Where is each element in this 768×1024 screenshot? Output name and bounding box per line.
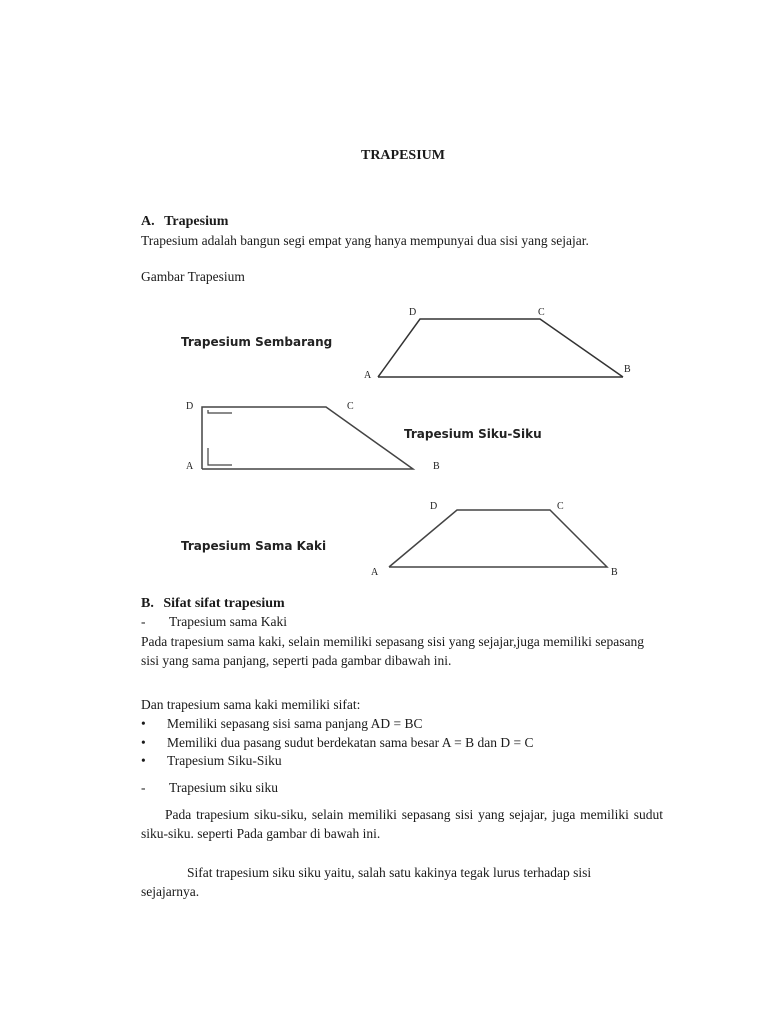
trapesium-siku-diagram: [186, 401, 542, 472]
list-item-text: Trapesium Siku-Siku: [167, 753, 282, 768]
definition-text: Trapesium adalah bangun segi empat yang hanya mempunyai dua sisi yang sejajar.: [141, 233, 589, 248]
sama-kaki-vertex-a: A: [371, 567, 379, 578]
sama-kaki-vertex-d: D: [430, 501, 438, 512]
siku-vertex-a: A: [186, 461, 194, 472]
sembarang-label: Trapesium Sembarang: [181, 335, 333, 349]
dash-marker: -: [141, 780, 146, 795]
section-a-number: A.: [141, 214, 155, 229]
sama-kaki-vertex-b: B: [611, 567, 618, 578]
siku-vertex-b: B: [433, 461, 440, 472]
bullet-marker: •: [141, 753, 146, 768]
sembarang-vertex-a: A: [364, 370, 372, 381]
sifat-siku-paragraph: Sifat trapesium siku siku yaitu, salah satu kakinya tegak lurus terhadap sisi sejajarnya.: [141, 865, 592, 899]
list-item: [141, 716, 422, 732]
sama-kaki-shape: [389, 510, 607, 567]
trapesium-sama-kaki-diagram: [181, 501, 618, 578]
dash-marker: -: [141, 614, 146, 629]
section-a-title: Trapesium: [164, 214, 229, 229]
sama-kaki-paragraph: Pada trapesium sama kaki, selain memiliki sepasang sisi yang sejajar,juga memiliki sepasang sisi yang sama panjang, seperti pada gambar dibawah ini.: [141, 634, 644, 668]
sama-kaki-label: Trapesium Sama Kaki: [181, 539, 327, 553]
section-b-number: B.: [141, 596, 154, 611]
bullet-marker: •: [141, 716, 146, 731]
section-b-title: Sifat sifat trapesium: [163, 596, 285, 611]
sembarang-vertex-d: D: [409, 307, 417, 318]
list-item: [141, 753, 282, 769]
sub-siku-siku-label: Trapesium siku siku: [169, 780, 279, 795]
list-item-text: Memiliki sepasang sisi sama panjang AD = BC: [167, 716, 423, 731]
sembarang-shape: [378, 319, 623, 377]
section-b-heading: [141, 596, 285, 612]
sama-kaki-vertex-c: C: [557, 501, 564, 512]
list-item: [141, 735, 534, 751]
sembarang-vertex-c: C: [538, 307, 545, 318]
sifat-intro: Dan trapesium sama kaki memiliki sifat:: [141, 697, 361, 712]
sub-sama-kaki: [141, 614, 287, 630]
sub-sama-kaki-label: Trapesium sama Kaki: [169, 614, 287, 629]
bullet-marker: •: [141, 735, 146, 750]
page-title: TRAPESIUM: [360, 148, 445, 163]
siku-vertex-c: C: [347, 401, 354, 412]
siku-label: Trapesium Siku-Siku: [404, 427, 542, 441]
trapesium-sembarang-diagram: [181, 307, 631, 381]
gambar-label: Gambar Trapesium: [141, 269, 245, 284]
siku-vertex-d: D: [186, 401, 194, 412]
siku-shape: [202, 407, 413, 469]
sub-siku-siku: [141, 780, 278, 796]
list-item-text: Memiliki dua pasang sudut berdekatan sama besar A = B dan D = C: [167, 735, 534, 750]
sembarang-vertex-b: B: [624, 364, 631, 375]
siku-siku-paragraph: Pada trapesium siku-siku, selain memiliki sepasang sisi yang sejajar, juga memiliki sudut siku-siku. seperti Pada gambar di bawah ini.: [141, 807, 663, 841]
